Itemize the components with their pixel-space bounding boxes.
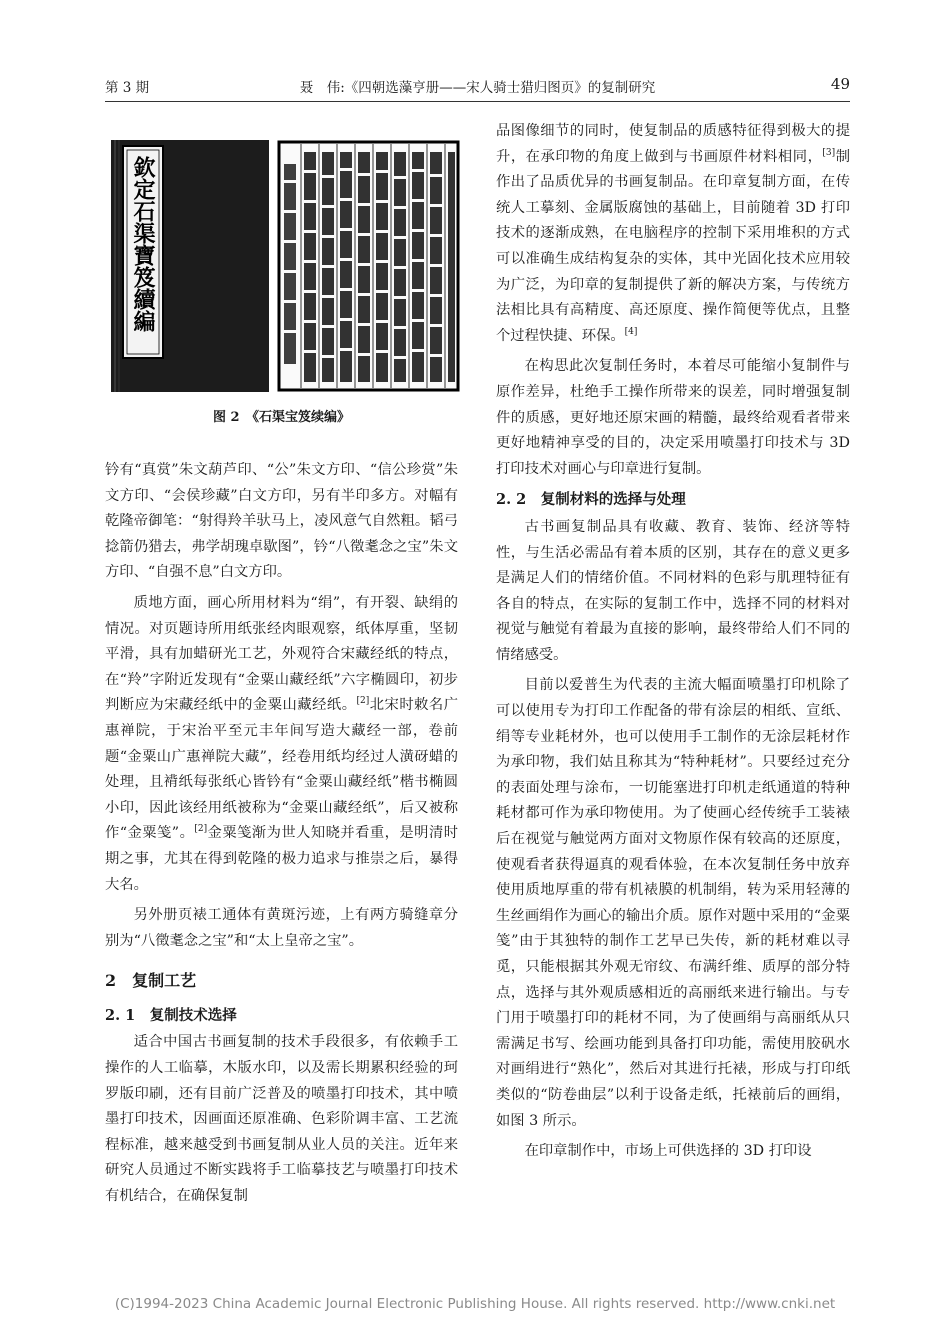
paragraph: 在印章制作中，市场上可供选择的 3D 打印设 (524, 1143, 812, 1160)
citation: [2] (194, 824, 208, 835)
issue-label: 第 3 期 (105, 80, 150, 96)
text-run: 金粟笺渐为世人知晓并看重，是明清时期之事，尤其在得到乾隆的极力追求与推崇之后，暴得大名。 (105, 825, 458, 893)
book-scan-illustration (111, 140, 460, 392)
page-number: 49 (830, 75, 850, 93)
copyright-footer: (C)1994-2023 China Academic Journal Electronic Publishing House. All rights reserved. http://www.cnki.net (114, 1296, 836, 1312)
cover-title-vertical: 欽定石渠寶笈續編 (130, 156, 156, 332)
header-rule (105, 101, 850, 102)
citation: [4] (624, 326, 638, 337)
running-title: 聂 伟:《四朝选藻亨册——宋人骑士猎归图页》的复制研究 (299, 80, 656, 96)
right-column (496, 119, 850, 1170)
text-run: 质地方面，画心所用材料为“绢”，有开裂、缺绢的情况。对页题诗所用纸张经肉眼观察，纸体厚重，坚韧平滑，具有加蜡研光工艺，外观符合宋藏经纸的特点，在“羚”字附近发现有“金粟山藏经纸”六字椭圆印，初步判断应为宋藏经纸中的金粟山藏经纸。 (105, 594, 458, 714)
figure-2-image (111, 140, 460, 392)
paragraph: 适合中国古书画复制的技术手段很多，有依赖手工操作的人工临摹，木版水印，以及需长期累积经验的珂罗版印刷，还有目前广泛普及的喷墨打印技术，其中喷墨打印技术，因画面还原准确、色彩阶调丰富、工艺流程标准，越来越受到书画复制从业人员的关注。近年来研究人员通过不断实践将手工临摹技艺与喷墨打印技术有机结合，在确保复制 (105, 1034, 458, 1205)
paragraph: 目前以爱普生为代表的主流大幅面喷墨打印机除了可以使用专为打印工作配备的带有涂层的相纸、宣纸、绢等专业耗材外，也可以使用手工制作的无涂层耗材作为承印物，我们姑且称其为“特种耗材”。只要经过充分的表面处理与涂布，一切能塞进打印机走纸通道的特种耗材都可作为承印物使用。为了使画心经传统手工装裱后在视觉与触觉两方面对文物原作保有较高的还原度，使观看者获得逼真的观看体验，在本次复制任务中放弃使用质地厚重的带有机裱膜的机制绢，转为采用轻薄的生丝画绢作为画心的输出介质。原作对题中采用的“金粟笺”由于其独特的制作工艺早已失传，新的耗材难以寻觅，只能根据其外观无帘纹、布满纤维、质厚的部分特点，选择与其外观质感相近的高丽纸来进行输出。与专门用于喷墨打印的耗材不同，为了使画绢与高丽纸从只需满足书写、绘画功能到具备打印功能，需使用胶矾水对画绢进行“熟化”，然后对其进行托裱，形成与打印纸类似的“防卷曲层”以利于设备走纸，托裱前后的画绢，如图 3 所示。 (496, 677, 850, 1129)
citation: [2] (356, 696, 370, 707)
paragraph: 钤有“真赏”朱文葫芦印、“公”朱文方印、“信公珍赏”朱文方印、“会侯珍藏”白文方印，另有半印多方。对幅有乾隆帝御笔：“射得羚羊驮马上，凌风意气自然粗。韬弓捻箭仍猎去，弗学胡瑰卓歇图”，钤“八徵耄念之宝”朱文方印、“自强不息”白文方印。 (105, 462, 458, 581)
subsection-heading: 2. 2 复制材料的选择与处理 (496, 491, 686, 509)
section-heading: 2 复制工艺 (105, 971, 197, 991)
paragraph: 另外册页裱工通体有黄斑污迹，上有两方骑缝章分别为“八徵耄念之宝”和“太上皇帝之宝”。 (105, 907, 458, 949)
text-run: 品图像细节的同时，使复制品的质感特征得到极大的提升，在承印物的角度上做到与书画原件材料相同， (496, 123, 850, 165)
subsection-heading: 2. 1 复制技术选择 (105, 1006, 237, 1024)
page-header (105, 76, 850, 98)
text-run: 北宋时敕名广惠禅院，于宋治平至元丰年间写造大藏经一部，卷前题“金粟山广惠禅院大藏”，经卷用纸均经过人潢砑蜡的处理，且褙纸每张纸心皆钤有“金粟山藏经纸”楷书椭圆小印，因此该经用纸被称为“金粟山藏经纸”，后又被称作“金粟笺”。 (105, 697, 459, 842)
paragraph (105, 591, 458, 898)
text-run: 制作出了品质优异的书画复制品。在印章复制方面，在传统人工摹刻、金属版腐蚀的基础上，目前随着 3D 打印技术的逐渐成熟，在电脑程序的控制下采用堆积的方式可以准确生成结构复杂的实体，其中光固化技术应用较为广泛，为印章的复制提供了新的解决方案，与传统方法相比具有高精度、高还原度、操作简便等优点，且整个过程快捷、环保。 (496, 148, 851, 344)
figure-caption: 图 2 《石渠宝笈续编》 (212, 410, 351, 425)
paragraph: 在构思此次复制任务时，本着尽可能缩小复制件与原作差异，杜绝手工操作所带来的误差，同时增强复制件的质感，更好地还原宋画的精髓，最终给观看者带来更好地精神享受的目的，决定采用喷墨打印技术与 3D 打印技术对画心与印章进行复制。 (496, 358, 850, 477)
paragraph: 古书画复制品具有收藏、教育、装饰、经济等特性，与生活必需品有着本质的区别，其存在的意义更多是满足人们的情绪价值。不同材料的色彩与肌理特征有各自的特点，在实际的复制工作中，选择不同的材料对视觉与触觉有着最为直接的影响，最终带给人们不同的情绪感受。 (496, 518, 850, 663)
left-column (105, 458, 458, 1215)
citation: [3] (822, 147, 836, 158)
paragraph (496, 119, 850, 349)
